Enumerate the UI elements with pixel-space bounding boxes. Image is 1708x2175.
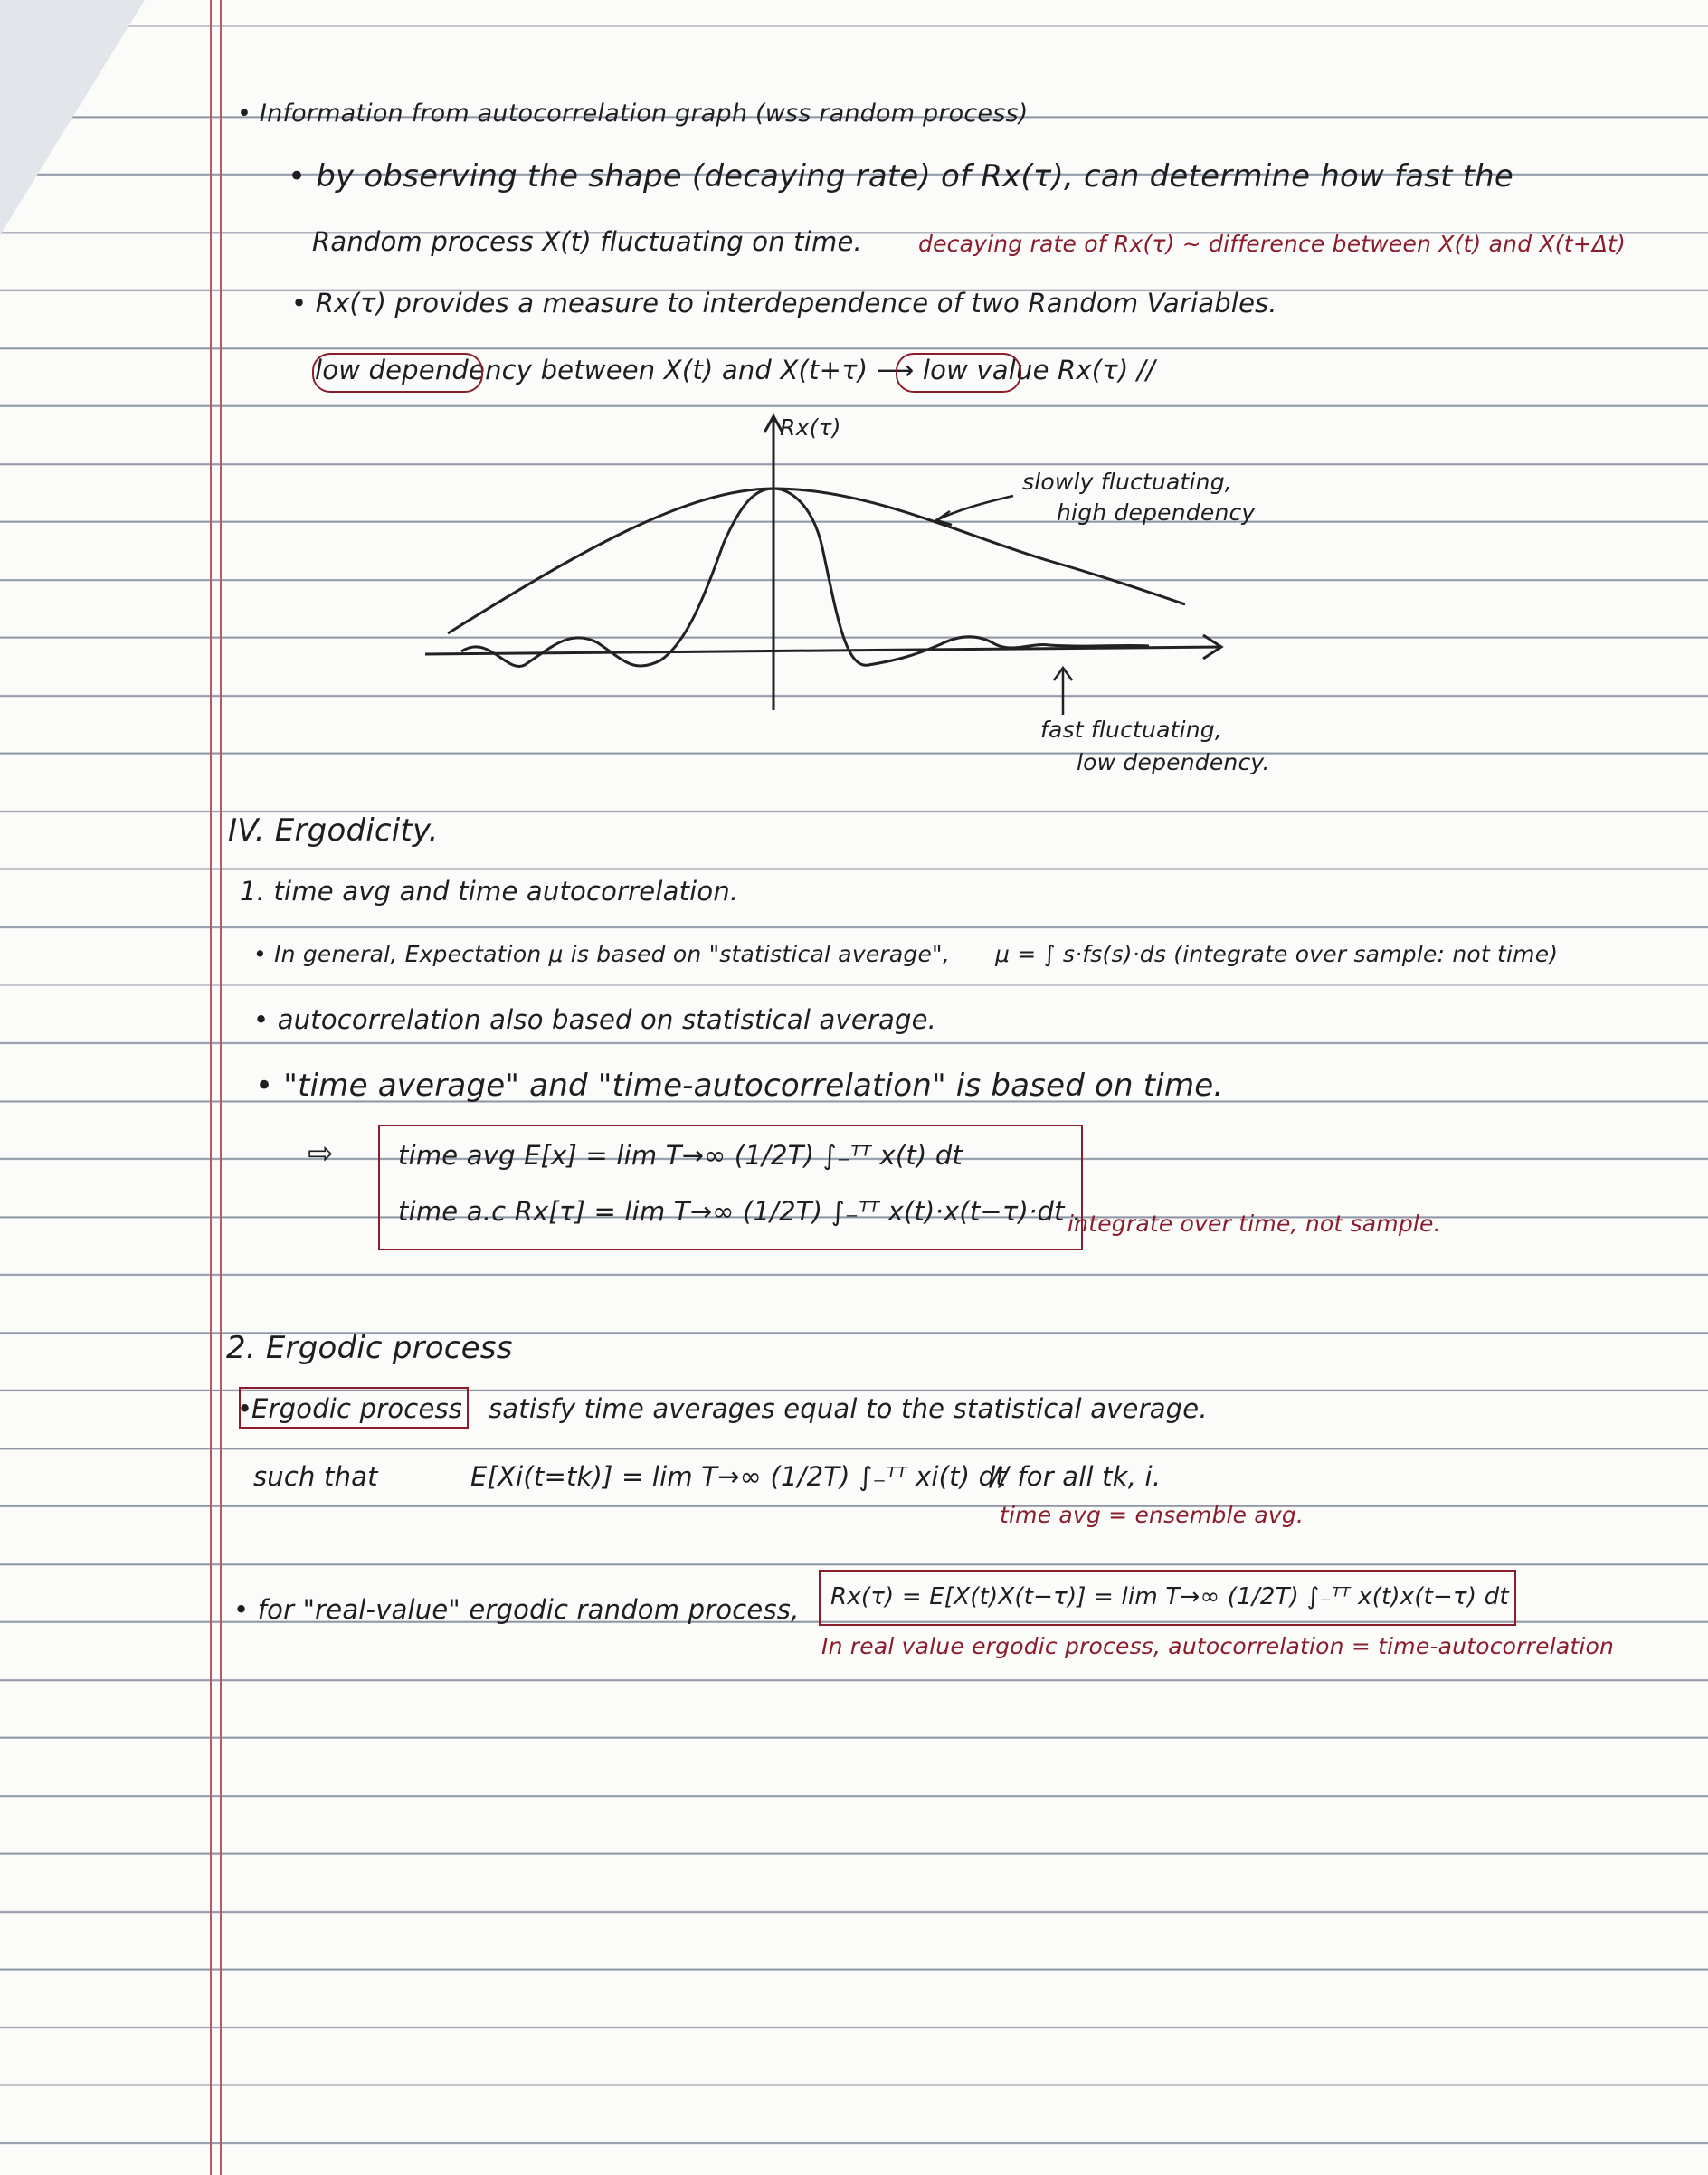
autocorrelation-sketch	[0, 0, 1708, 814]
time-ac-equation: time a.c Rx[τ] = lim T→∞ (1/2T) ∫₋ᵀᵀ x(t)·x(t−τ)·dt .	[398, 1196, 1082, 1227]
real-value-lead: • for "real-value" ergodic random process,	[233, 1594, 800, 1625]
implies-arrow: ⇨	[308, 1135, 334, 1172]
expectation-formula: μ = ∫ s·fs(s)·ds (integrate over sample: not time)	[995, 941, 1559, 967]
time-average-note: • "time average" and "time-autocorrelation" is based on time.	[255, 1068, 1224, 1104]
slow-label-line-1: slowly fluctuating,	[1022, 469, 1232, 495]
slow-label-line-2: high dependency	[1057, 499, 1256, 526]
ergodic-process-box	[239, 1387, 469, 1429]
slow-annotation-arrow	[936, 496, 1013, 520]
integrate-time-note: integrate over time, not sample.	[1068, 1211, 1441, 1237]
real-value-equation: Rx(τ) = E[X(t)X(t−τ)] = lim T→∞ (1/2T) ∫₋ᵀᵀ x(t)x(t−τ) dt	[830, 1583, 1509, 1610]
ergodic-equation: E[Xi(t=tk)] = lim T→∞ (1/2T) ∫₋ᵀᵀ xi(t) dt	[470, 1461, 1006, 1492]
section-2-title: 2. Ergodic process	[226, 1330, 513, 1366]
ergodic-bullet: •	[237, 1393, 253, 1424]
fast-label-line-1: fast fluctuating,	[1040, 717, 1223, 743]
graph-y-label: Rx(τ)	[780, 414, 841, 441]
time-avg-equation: time avg E[x] = lim T→∞ (1/2T) ∫₋ᵀᵀ x(t) dt	[398, 1140, 963, 1171]
autocorrelation-note: • autocorrelation also based on statistical average.	[253, 1004, 937, 1035]
time-avg-ensemble-note: time avg = ensemble avg.	[1000, 1502, 1305, 1528]
fast-label-line-2: low dependency.	[1077, 749, 1270, 775]
bullet-1-line-1: • by observing the shape (decaying rate) of Rx(τ), can determine how fast the	[288, 158, 1514, 195]
real-value-note: In real value ergodic process, autocorrelation = time-autocorrelation	[821, 1633, 1615, 1659]
expectation-note: • In general, Expectation μ is based on "statistical average",	[253, 941, 950, 967]
subsection-1-title: 1. time avg and time autocorrelation.	[240, 876, 739, 907]
ergodic-equation-tail: // for all tk, i.	[991, 1461, 1162, 1492]
bullet-3: low dependency between X(t) and X(t+τ) ⟶ low value Rx(τ) //	[315, 355, 1155, 385]
bullet-2: • Rx(τ) provides a measure to interdependence of two Random Variables.	[291, 288, 1277, 318]
section-4-title: IV. Ergodicity.	[228, 812, 439, 849]
fast-fluctuation-curve	[461, 489, 1149, 666]
intro-heading: • Information from autocorrelation graph (wss random process)	[237, 100, 1029, 128]
bullet-1-red-note: decaying rate of Rx(τ) ~ difference between X(t) and X(t+Δt)	[918, 231, 1627, 257]
ergodic-definition: satisfy time averages equal to the statistical average.	[489, 1393, 1208, 1424]
ergodic-process-term: Ergodic process	[251, 1393, 463, 1424]
such-that-label: such that	[253, 1461, 378, 1492]
bullet-1-line-2: Random process X(t) fluctuating on time.	[312, 226, 862, 257]
